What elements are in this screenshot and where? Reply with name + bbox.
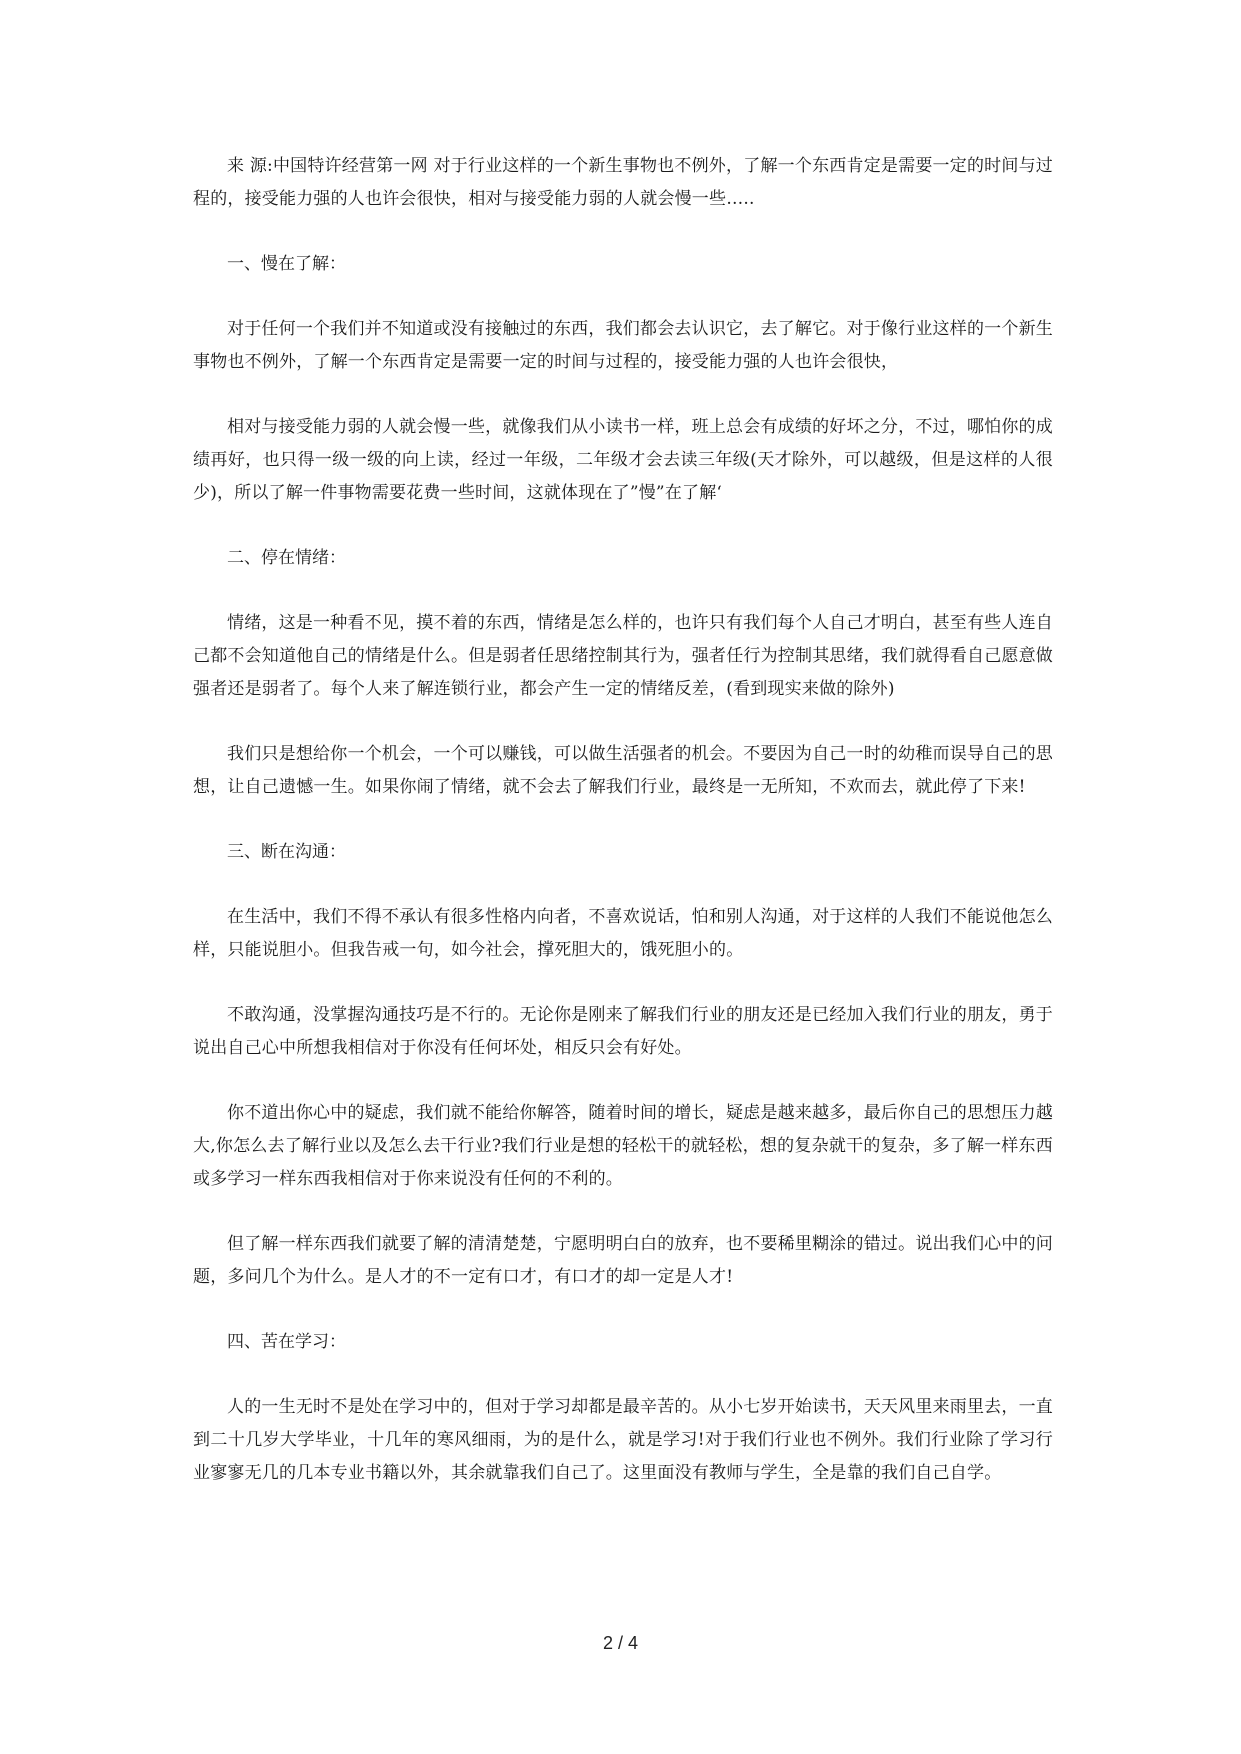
paragraph: 在生活中，我们不得不承认有很多性格内向者，不喜欢说话，怕和别人沟通，对于这样的人我们不能说他怎么样，只能说胆小。但我告戒一句，如今社会，撑死胆大的，饿死胆小的。 [193, 907, 1053, 960]
document-body [193, 150, 1053, 1522]
section-heading-3: 三、断在沟通： [227, 842, 346, 862]
paragraph: 人的一生无时不是处在学习中的，但对于学习却都是最辛苦的。从小七岁开始读书，天天风里来雨里去，一直到二十几岁大学毕业，十几年的寒风细雨，为的是什么，就是学习!对于我们行业也不例外。我们行业除了学习行业寥寥无几的几本专业书籍以外，其余就靠我们自己了。这里面没有教师与学生，全是靠的我们自己自学。 [193, 1397, 1053, 1483]
paragraph: 我们只是想给你一个机会，一个可以赚钱，可以做生活强者的机会。不要因为自己一时的幼稚而误导自己的思想，让自己遗憾一生。如果你闹了情绪，就不会去了解我们行业，最终是一无所知，不欢而去，就此停了下来! [193, 744, 1053, 797]
paragraph: 但了解一样东西我们就要了解的清清楚楚，宁愿明明白白的放弃，也不要稀里糊涂的错过。说出我们心中的问题，多问几个为什么。是人才的不一定有口才，有口才的却一定是人才! [193, 1234, 1053, 1287]
paragraph: 情绪，这是一种看不见，摸不着的东西，情绪是怎么样的，也许只有我们每个人自己才明白，甚至有些人连自己都不会知道他自己的情绪是什么。但是弱者任思绪控制其行为，强者任行为控制其思绪，我们就得看自己愿意做强者还是弱者了。每个人来了解连锁行业，都会产生一定的情绪反差，(看到现实来做的除外) [193, 613, 1053, 699]
section-heading-1: 一、慢在了解： [227, 254, 346, 274]
paragraph: 不敢沟通，没掌握沟通技巧是不行的。无论你是刚来了解我们行业的朋友还是已经加入我们行业的朋友，勇于说出自己心中所想我相信对于你没有任何坏处，相反只会有好处。 [193, 1005, 1053, 1058]
paragraph: 你不道出你心中的疑虑，我们就不能给你解答，随着时间的增长，疑虑是越来越多，最后你自己的思想压力越大,你怎么去了解行业以及怎么去干行业?我们行业是想的轻松干的就轻松，想的复杂就干的复杂，多了解一样东西或多学习一样东西我相信对于你来说没有任何的不利的。 [193, 1103, 1053, 1189]
page-number: 2 / 4 [602, 1633, 639, 1653]
section-heading-2: 二、停在情绪： [227, 548, 346, 568]
paragraph: 相对与接受能力弱的人就会慢一些，就像我们从小读书一样，班上总会有成绩的好坏之分，不过，哪怕你的成绩再好，也只得一级一级的向上读，经过一年级，二年级才会去读三年级(天才除外，可以越级，但是这样的人很少)，所以了解一件事物需要花费一些时间，这就体现在了”慢”在了解‘ [193, 417, 1053, 503]
paragraph: 对于任何一个我们并不知道或没有接触过的东西，我们都会去认识它，去了解它。对于像行业这样的一个新生事物也不例外，了解一个东西肯定是需要一定的时间与过程的，接受能力强的人也许会很快， [193, 319, 1053, 372]
section-heading-4: 四、苦在学习： [227, 1332, 346, 1352]
paragraph-intro: 来 源:中国特许经营第一网 对于行业这样的一个新生事物也不例外，了解一个东西肯定是需要一定的时间与过程的，接受能力强的人也许会很快，相对与接受能力弱的人就会慢一些….. [193, 156, 1053, 209]
